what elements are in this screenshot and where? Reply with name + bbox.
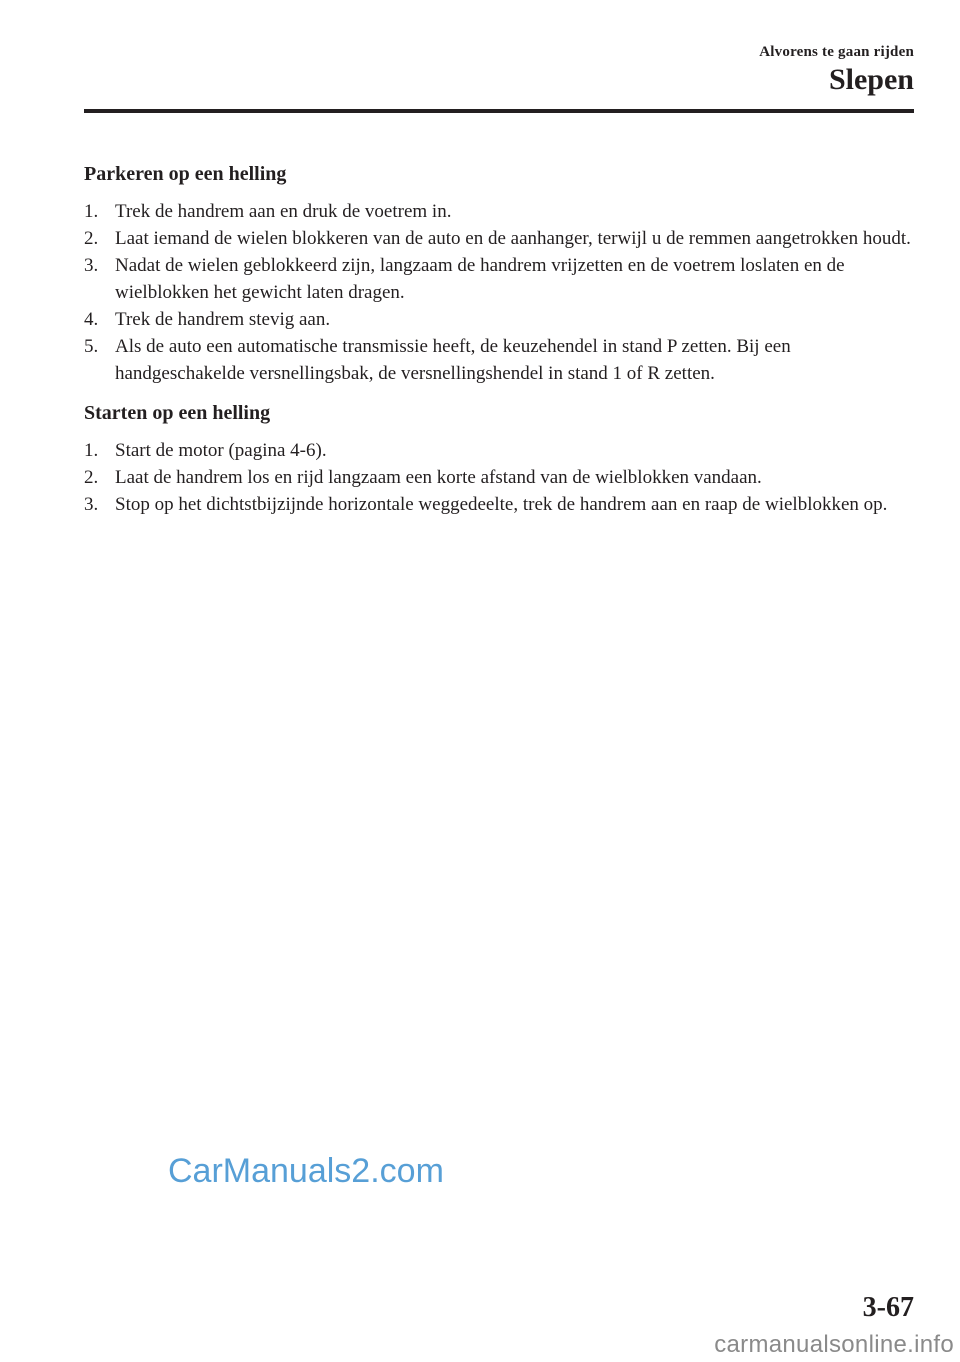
footer-site-link[interactable]: carmanualsonline.info: [714, 1331, 954, 1358]
list-item: [84, 306, 916, 333]
list-item: [84, 333, 916, 387]
starting-heading: Starten op een helling: [84, 402, 271, 424]
list-item: [84, 437, 916, 464]
header-divider: [84, 109, 914, 113]
step-number: 5.: [84, 336, 99, 357]
step-number: 1.: [84, 440, 99, 461]
list-item: [84, 198, 916, 225]
step-text: Nadat de wielen geblokkeerd zijn, langzaam de handrem vrijzetten en de voetrem loslaten en de wielblokken het gewicht laten dragen.: [115, 255, 845, 303]
page-number: 3-67: [862, 1292, 914, 1323]
step-text: Als de auto een automatische transmissie heeft, de keuzehendel in stand P zetten. Bij een handgeschakelde versnellingsbak, de versnellingshendel in stand 1 of R zetten.: [115, 336, 791, 384]
step-number: 4.: [84, 309, 99, 330]
step-text: Laat iemand de wielen blokkeren van de auto en de aanhanger, terwijl u de remmen aangetrokken houdt.: [115, 228, 911, 249]
page-content: [84, 160, 916, 518]
watermark-link[interactable]: CarManuals2.com: [168, 1152, 444, 1190]
step-text: Start de motor (pagina 4-6).: [115, 440, 327, 461]
list-item: [84, 491, 916, 518]
step-number: 2.: [84, 228, 99, 249]
step-number: 3.: [84, 494, 99, 515]
step-number: 1.: [84, 201, 99, 222]
list-item: [84, 225, 916, 252]
chapter-title: Alvorens te gaan rijden: [759, 44, 914, 60]
step-text: Laat de handrem los en rijd langzaam een korte afstand van de wielblokken vandaan.: [115, 467, 762, 488]
step-text: Trek de handrem aan en druk de voetrem in.: [115, 201, 452, 222]
step-text: Trek de handrem stevig aan.: [115, 309, 331, 330]
starting-steps: [84, 437, 916, 518]
step-number: 3.: [84, 255, 99, 276]
step-text: Stop op het dichtstbijzijnde horizontale weggedeelte, trek de handrem aan en raap de wielblokken op.: [115, 494, 888, 515]
section-title: Slepen: [828, 63, 914, 96]
list-item: [84, 464, 916, 491]
page-header: [759, 44, 914, 96]
list-item: [84, 252, 916, 306]
parking-heading: Parkeren op een helling: [84, 163, 287, 185]
step-number: 2.: [84, 467, 99, 488]
parking-steps: [84, 198, 916, 387]
